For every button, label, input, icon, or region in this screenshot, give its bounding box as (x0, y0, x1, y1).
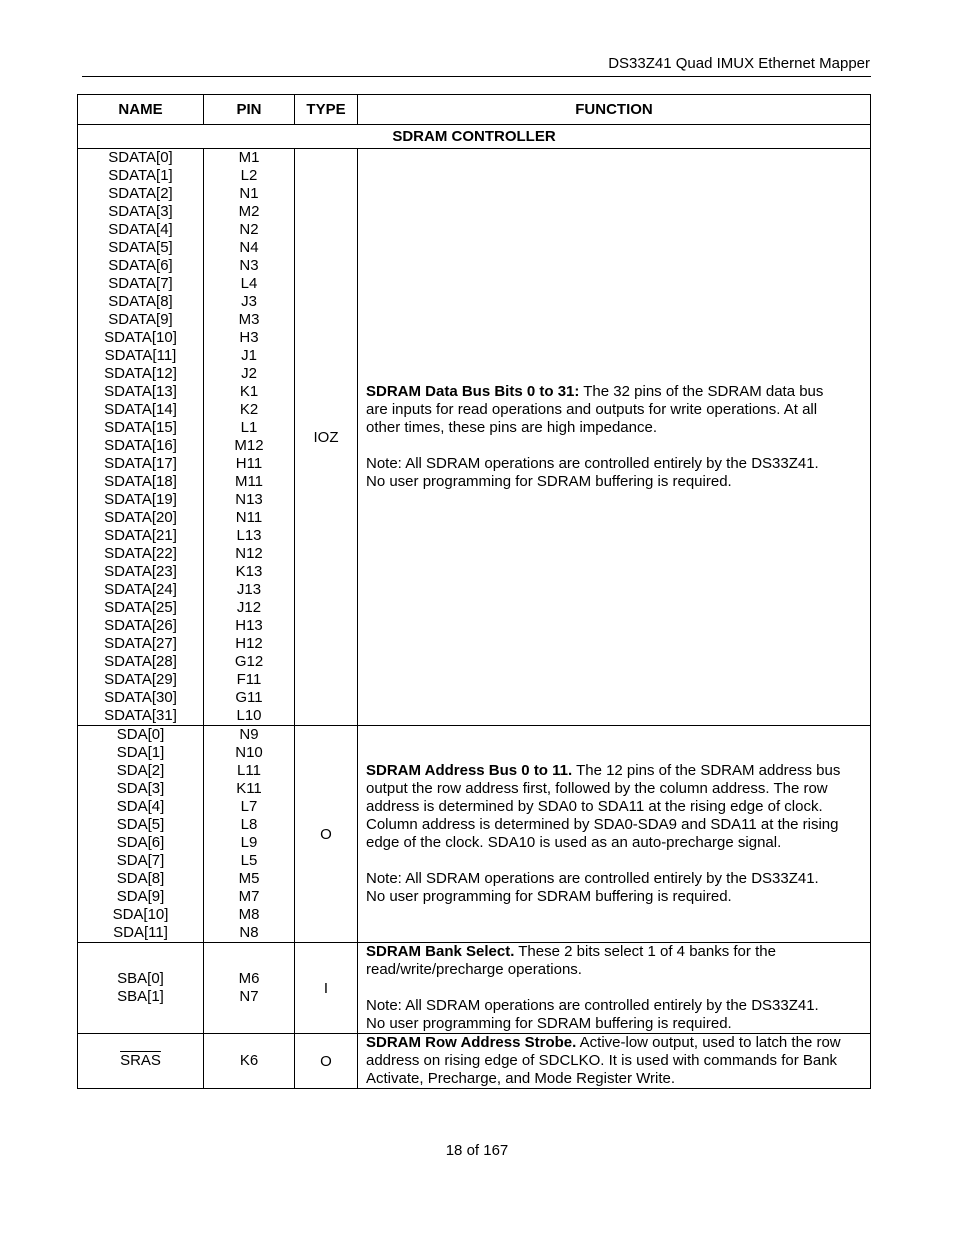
signal-name: SDATA[16] (104, 437, 177, 454)
function-description (358, 149, 871, 726)
function-line: other times, these pins are high impedance. (366, 419, 657, 436)
table-row (78, 149, 871, 726)
signal-name: SDATA[9] (108, 311, 173, 328)
pin-number: G11 (235, 689, 263, 706)
signal-name: SDATA[31] (104, 707, 177, 724)
pin-number: J1 (241, 347, 257, 364)
pin-number: K6 (239, 1052, 259, 1069)
signal-name: SDATA[24] (104, 581, 177, 598)
signal-name: SDA[4] (116, 798, 165, 815)
pin-number: M12 (234, 437, 264, 454)
signal-name: SBA[0] (117, 970, 164, 987)
pin-number: H13 (235, 617, 263, 634)
pin-number: J3 (241, 293, 257, 310)
signal-name: SDATA[29] (104, 671, 177, 688)
pin-number: M5 (238, 870, 260, 887)
signal-name: SDA[10] (112, 906, 169, 923)
function-description (358, 1034, 871, 1089)
function-title: SDRAM Row Address Strobe. (366, 1034, 577, 1051)
function-line: output the row address first, followed by the column address. The row (366, 780, 828, 797)
function-line: Column address is determined by SDA0-SDA9 and SDA11 at the rising (366, 816, 839, 833)
pin-number: H12 (235, 635, 263, 652)
signal-name: SDATA[19] (104, 491, 177, 508)
note-line: No user programming for SDRAM buffering is required. (366, 888, 732, 905)
pin-numbers-cell (204, 726, 295, 943)
signal-name: SDATA[13] (104, 383, 177, 400)
note-line: Note: All SDRAM operations are controlled entirely by the DS33Z41. (366, 455, 819, 472)
signal-name: SDA[0] (116, 726, 165, 743)
pin-number: N7 (239, 988, 259, 1005)
function-title: SDRAM Data Bus Bits 0 to 31: (366, 383, 580, 400)
signal-name: SDATA[2] (108, 185, 173, 202)
pin-number: L10 (236, 707, 262, 724)
signal-name: SDATA[25] (104, 599, 177, 616)
signal-name: SRAS (120, 1052, 161, 1069)
paragraph-gap (366, 852, 864, 870)
pin-number: N3 (239, 257, 259, 274)
function-text: These 2 bits select 1 of 4 banks for the (514, 943, 776, 960)
signal-name: SDATA[26] (104, 617, 177, 634)
paragraph-gap (366, 979, 864, 997)
pin-number: L4 (240, 275, 258, 292)
signal-name: SDATA[17] (104, 455, 177, 472)
pin-number: G12 (234, 653, 264, 670)
function-line: read/write/precharge operations. (366, 961, 582, 978)
pin-number: L9 (240, 834, 258, 851)
pin-number: N12 (235, 545, 263, 562)
pin-number: M11 (234, 473, 264, 490)
signal-name: SDATA[12] (104, 365, 177, 382)
function-description (358, 943, 871, 1034)
signal-name: SDATA[15] (104, 419, 177, 436)
signal-type: O (295, 1034, 358, 1089)
pin-number: L11 (237, 762, 261, 779)
signal-name: SDA[8] (116, 870, 165, 887)
pin-number: M6 (238, 970, 260, 987)
document-header-title: DS33Z41 Quad IMUX Ethernet Mapper (608, 55, 870, 72)
pin-number: N9 (239, 726, 259, 743)
signal-name: SDA[7] (116, 852, 165, 869)
signal-name: SDATA[14] (104, 401, 177, 418)
table-row (78, 1034, 871, 1089)
table-header-row (78, 95, 871, 125)
signal-name: SDATA[30] (104, 689, 177, 706)
function-line (366, 943, 864, 961)
pin-number: K2 (239, 401, 259, 418)
note-line: No user programming for SDRAM buffering is required. (366, 473, 732, 490)
paragraph-gap (366, 437, 864, 455)
signal-name: SDATA[10] (104, 329, 177, 346)
section-title: SDRAM CONTROLLER (78, 125, 871, 149)
pin-number: L7 (240, 798, 258, 815)
column-header-type: TYPE (295, 95, 358, 125)
signal-type: I (295, 943, 358, 1034)
pin-number: N13 (235, 491, 263, 508)
pin-number: L8 (240, 816, 258, 833)
function-line: address is determined by SDA0 to SDA11 at the rising edge of clock. (366, 798, 823, 815)
signal-name: SDATA[11] (104, 347, 177, 364)
function-line: address on rising edge of SDCLKO. It is used with commands for Bank (366, 1052, 838, 1069)
signal-names-cell (78, 943, 204, 1034)
signal-name: SDA[2] (116, 762, 165, 779)
pin-number: N11 (235, 509, 263, 526)
column-header-pin: PIN (204, 95, 295, 125)
pin-number: J13 (236, 581, 262, 598)
signal-name: SDATA[4] (108, 221, 173, 238)
signal-name: SDATA[18] (104, 473, 177, 490)
pin-number: K13 (235, 563, 263, 580)
pin-number: M8 (238, 906, 260, 923)
signal-name: SDATA[7] (108, 275, 173, 292)
signal-name: SBA[1] (117, 988, 164, 1005)
pin-number: M1 (238, 149, 260, 166)
signal-name: SDATA[27] (104, 635, 177, 652)
pin-number: H11 (235, 455, 263, 472)
pin-number: J2 (241, 365, 257, 382)
function-line (366, 383, 864, 401)
signal-name: SDA[5] (116, 816, 165, 833)
table-row (78, 726, 871, 943)
pin-number: F11 (236, 671, 262, 688)
section-row (78, 125, 871, 149)
table-row (78, 943, 871, 1034)
signal-name: SDATA[28] (104, 653, 177, 670)
function-line (366, 1034, 864, 1052)
signal-name: SDA[9] (116, 888, 165, 905)
pin-numbers-cell (204, 1034, 295, 1089)
function-line: are inputs for read operations and outputs for write operations. At all (366, 401, 818, 418)
function-line: edge of the clock. SDA10 is used as an auto-precharge signal. (366, 834, 782, 851)
pin-number: M3 (238, 311, 260, 328)
pin-number: L13 (236, 527, 262, 544)
pin-number: N8 (239, 924, 259, 941)
pin-number: L1 (240, 419, 258, 436)
pin-number: N10 (235, 744, 263, 761)
signal-name: SDATA[8] (108, 293, 173, 310)
note-line: Note: All SDRAM operations are controlled entirely by the DS33Z41. (366, 997, 819, 1014)
signal-names-cell (78, 726, 204, 943)
signal-name: SDA[6] (116, 834, 165, 851)
pin-number: N1 (239, 185, 259, 202)
signal-name: SDATA[0] (108, 149, 173, 166)
pin-number: N4 (239, 239, 259, 256)
signal-names-cell (78, 1034, 204, 1089)
pin-number: M7 (238, 888, 260, 905)
signal-type: IOZ (295, 149, 358, 726)
pin-number: L2 (240, 167, 258, 184)
signal-name: SDATA[6] (108, 257, 173, 274)
pin-number: J12 (236, 599, 262, 616)
function-text: The 32 pins of the SDRAM data bus (579, 383, 824, 400)
signal-name: SDATA[3] (108, 203, 173, 220)
function-text: Active-low output, used to latch the row (576, 1034, 841, 1051)
signal-name: SDATA[21] (104, 527, 177, 544)
column-header-function: FUNCTION (358, 95, 871, 125)
signal-name: SDA[3] (116, 780, 165, 797)
function-title: SDRAM Address Bus 0 to 11. (366, 762, 573, 779)
function-line: Activate, Precharge, and Mode Register Write. (366, 1070, 676, 1087)
pin-number: K1 (239, 383, 259, 400)
function-text: The 12 pins of the SDRAM address bus (572, 762, 841, 779)
pin-numbers-cell (204, 943, 295, 1034)
function-title: SDRAM Bank Select. (366, 943, 515, 960)
header-rule (82, 76, 871, 77)
signal-name: SDA[1] (116, 744, 165, 761)
signal-type: O (295, 726, 358, 943)
pin-number: K11 (236, 780, 262, 797)
pin-number: M2 (238, 203, 260, 220)
signal-name: SDATA[22] (104, 545, 177, 562)
page-number: 18 of 167 (445, 1142, 509, 1159)
note-line: No user programming for SDRAM buffering is required. (366, 1015, 732, 1032)
function-description (358, 726, 871, 943)
signal-names-cell (78, 149, 204, 726)
pin-number: N2 (239, 221, 259, 238)
function-line (366, 762, 864, 780)
signal-name: SDATA[1] (108, 167, 173, 184)
signal-name: SDATA[23] (104, 563, 177, 580)
column-header-name: NAME (78, 95, 204, 125)
pin-number: L5 (240, 852, 258, 869)
note-line: Note: All SDRAM operations are controlled entirely by the DS33Z41. (366, 870, 819, 887)
signal-name: SDA[11] (113, 924, 168, 941)
signal-name: SDATA[5] (108, 239, 173, 256)
pin-numbers-cell (204, 149, 295, 726)
pin-description-table (77, 94, 871, 1089)
pin-number: H3 (239, 329, 259, 346)
signal-name: SDATA[20] (104, 509, 177, 526)
